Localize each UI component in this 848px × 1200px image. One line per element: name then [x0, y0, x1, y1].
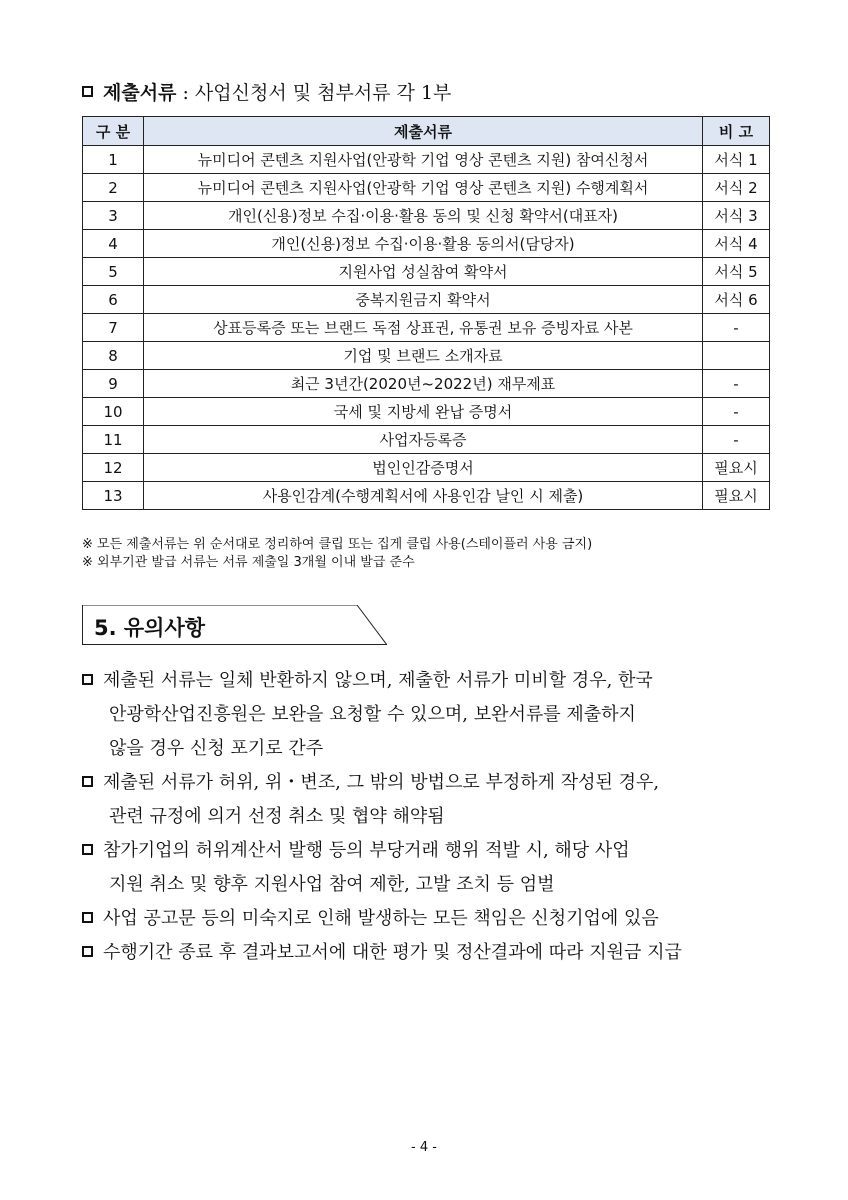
row-number: 5 [83, 258, 144, 286]
row-remark: - [703, 314, 770, 342]
checkbox-bullet-icon [82, 844, 93, 855]
column-header-category: 구 분 [83, 117, 144, 146]
list-item [82, 936, 772, 970]
row-document: 개인(신용)정보 수집·이용·활용 동의서(담당자) [144, 230, 703, 258]
table-row [83, 398, 770, 426]
row-number: 2 [83, 174, 144, 202]
row-number: 1 [83, 146, 144, 174]
row-number: 8 [83, 342, 144, 370]
list-item-text: 사업 공고문 등의 미숙지로 인해 발생하는 모든 책임은 신청기업에 있음 [103, 908, 659, 929]
table-row [83, 258, 770, 286]
note-line: ※ 외부기관 발급 서류는 서류 제출일 3개월 이내 발급 준수 [82, 555, 415, 570]
submission-heading [82, 78, 451, 105]
list-item-text: 안광학산업진흥원은 보완을 요청할 수 있으며, 보완서류를 제출하지 [109, 704, 636, 725]
row-number: 3 [83, 202, 144, 230]
table-header-row [83, 117, 770, 146]
table-row [83, 454, 770, 482]
checkbox-bullet-icon [82, 946, 93, 957]
table-row [83, 426, 770, 454]
submission-label: 제출서류 [103, 82, 177, 104]
list-item-text: 지원 취소 및 향후 지원사업 참여 제한, 고발 조치 등 엄벌 [109, 874, 555, 895]
row-number: 10 [83, 398, 144, 426]
table-row [83, 314, 770, 342]
table-row [83, 342, 770, 370]
row-remark: - [703, 426, 770, 454]
row-remark: 서식 1 [703, 146, 770, 174]
row-remark: - [703, 398, 770, 426]
column-header-documents: 제출서류 [144, 117, 703, 146]
row-document: 최근 3년간(2020년~2022년) 재무제표 [144, 370, 703, 398]
table-row [83, 202, 770, 230]
row-number: 6 [83, 286, 144, 314]
row-document: 지원사업 성실참여 확약서 [144, 258, 703, 286]
checkbox-bullet-icon [82, 776, 93, 787]
row-number: 13 [83, 482, 144, 510]
row-document: 국세 및 지방세 완납 증명서 [144, 398, 703, 426]
list-item-text: 않을 경우 신청 포기로 간주 [109, 738, 324, 759]
row-number: 11 [83, 426, 144, 454]
row-document: 개인(신용)정보 수집·이용·활용 동의 및 신청 확약서(대표자) [144, 202, 703, 230]
documents-table [82, 116, 770, 510]
list-item [82, 902, 772, 936]
row-document: 사업자등록증 [144, 426, 703, 454]
precautions-list [82, 664, 772, 970]
list-item-text: 제출된 서류가 허위, 위・변조, 그 밖의 방법으로 부정하게 작성된 경우, [103, 772, 660, 793]
table-row [83, 482, 770, 510]
row-remark: 필요시 [703, 454, 770, 482]
section-heading [82, 605, 387, 645]
page-number: - 4 - [411, 1140, 437, 1155]
row-document: 뉴미디어 콘텐츠 지원사업(안광학 기업 영상 콘텐츠 지원) 참여신청서 [144, 146, 703, 174]
table-row [83, 370, 770, 398]
row-document: 사용인감계(수행계획서에 사용인감 날인 시 제출) [144, 482, 703, 510]
row-remark: 서식 4 [703, 230, 770, 258]
column-header-remarks: 비 고 [703, 117, 770, 146]
row-remark: 필요시 [703, 482, 770, 510]
checkbox-bullet-icon [82, 86, 93, 97]
row-remark [703, 342, 770, 370]
list-item-text: 수행기간 종료 후 결과보고서에 대한 평가 및 정산결과에 따라 지원금 지급 [103, 942, 682, 963]
list-item-text: 제출된 서류는 일체 반환하지 않으며, 제출한 서류가 미비할 경우, 한국 [103, 670, 653, 691]
section-title: 5. 유의사항 [94, 616, 206, 640]
row-remark: 서식 2 [703, 174, 770, 202]
list-item [82, 766, 772, 834]
row-remark: 서식 6 [703, 286, 770, 314]
note-line: ※ 모든 제출서류는 위 순서대로 정리하여 클립 또는 집게 클립 사용(스테이플러 사용 금지) [82, 537, 593, 552]
row-remark: 서식 3 [703, 202, 770, 230]
row-document: 기업 및 브랜드 소개자료 [144, 342, 703, 370]
list-item-text: 관련 규정에 의거 선정 취소 및 협약 해약됨 [109, 806, 445, 827]
row-number: 4 [83, 230, 144, 258]
table-row [83, 174, 770, 202]
row-document: 뉴미디어 콘텐츠 지원사업(안광학 기업 영상 콘텐츠 지원) 수행계획서 [144, 174, 703, 202]
submission-description: : 사업신청서 및 첨부서류 각 1부 [176, 82, 452, 104]
notes-block [82, 536, 592, 572]
row-remark: 서식 5 [703, 258, 770, 286]
row-document: 법인인감증명서 [144, 454, 703, 482]
checkbox-bullet-icon [82, 912, 93, 923]
table-row [83, 146, 770, 174]
table-row [83, 286, 770, 314]
row-document: 상표등록증 또는 브랜드 독점 상표권, 유통권 보유 증빙자료 사본 [144, 314, 703, 342]
row-number: 7 [83, 314, 144, 342]
table-row [83, 230, 770, 258]
list-item [82, 834, 772, 902]
list-item [82, 664, 772, 766]
row-remark: - [703, 370, 770, 398]
checkbox-bullet-icon [82, 674, 93, 685]
list-item-text: 참가기업의 허위계산서 발행 등의 부당거래 행위 적발 시, 해당 사업 [103, 840, 630, 861]
row-document: 중복지원금지 확약서 [144, 286, 703, 314]
row-number: 12 [83, 454, 144, 482]
row-number: 9 [83, 370, 144, 398]
